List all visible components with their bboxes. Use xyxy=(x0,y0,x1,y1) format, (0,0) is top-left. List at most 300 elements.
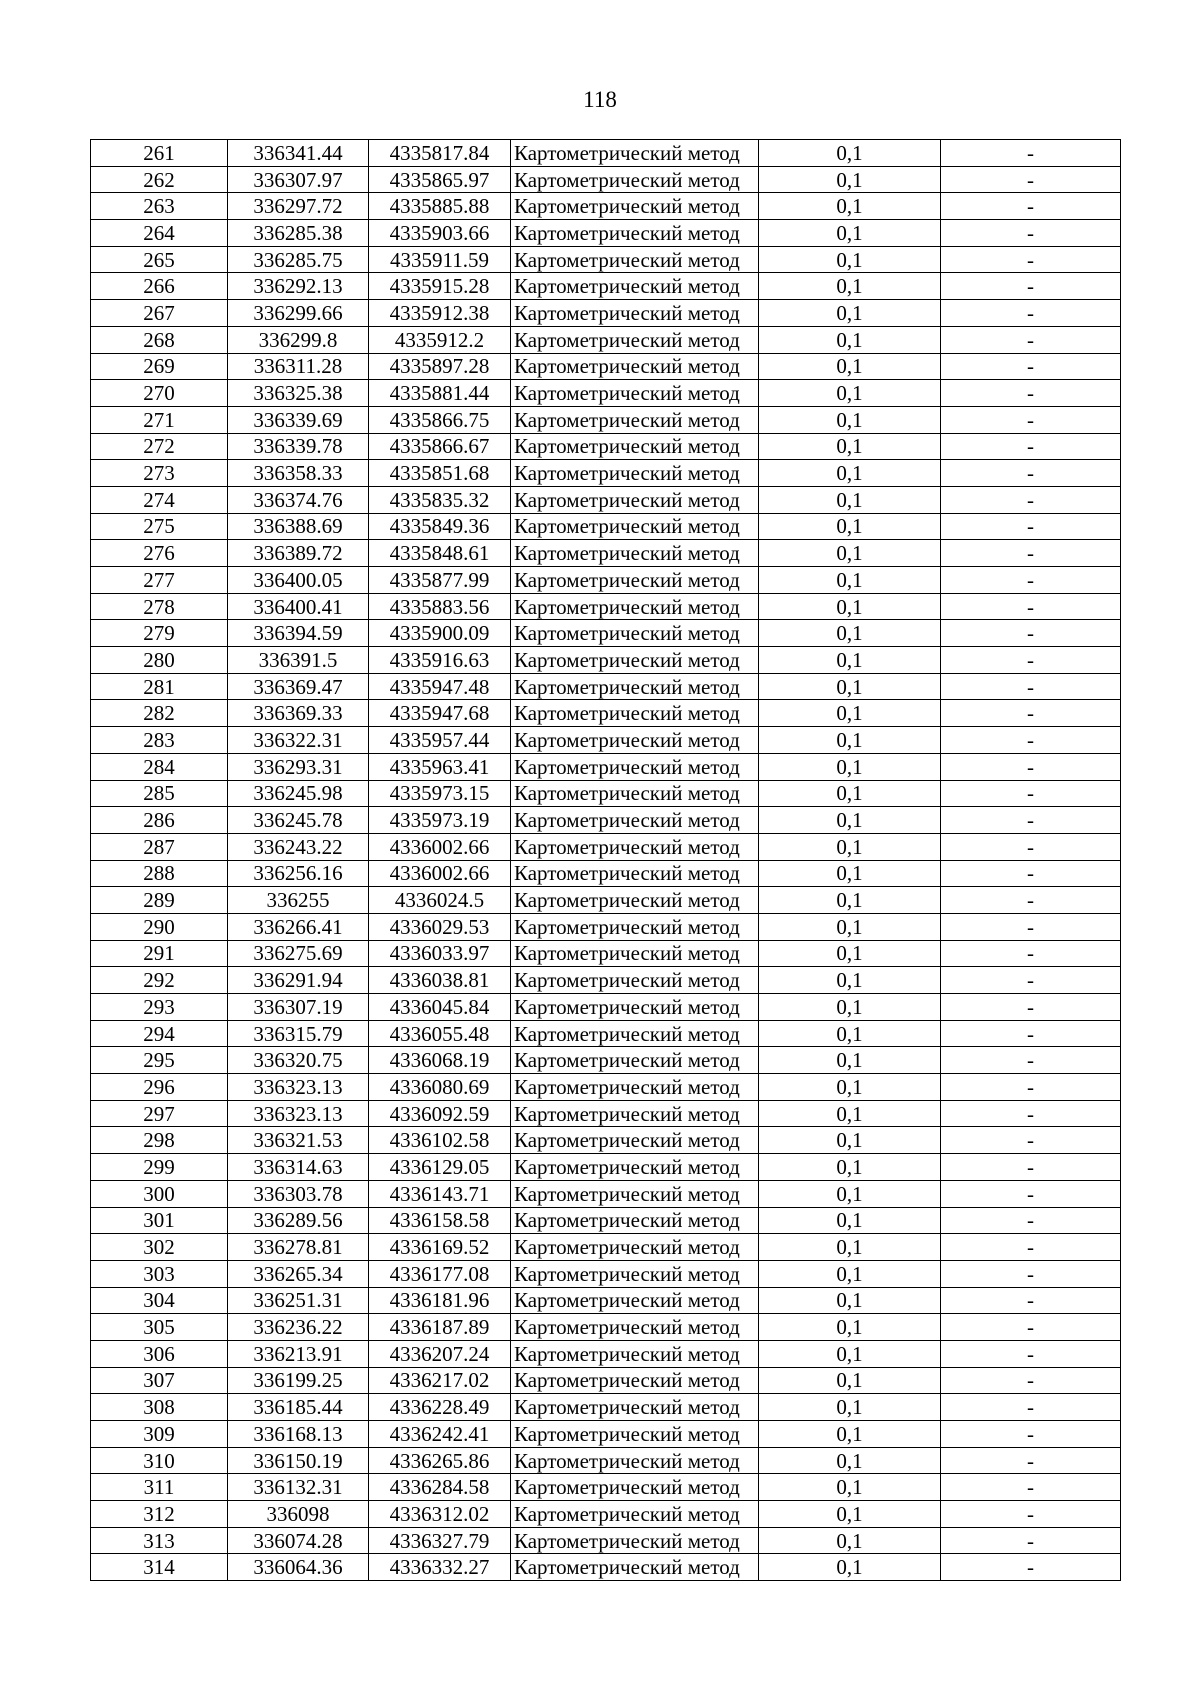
accuracy-cell: 0,1 xyxy=(759,273,941,300)
x-coordinate-cell: 336341.44 xyxy=(228,140,369,167)
y-coordinate-cell: 4336024.5 xyxy=(369,887,511,914)
point-number-cell: 271 xyxy=(91,406,228,433)
accuracy-cell: 0,1 xyxy=(759,1260,941,1287)
note-cell: - xyxy=(941,140,1121,167)
accuracy-cell: 0,1 xyxy=(759,593,941,620)
accuracy-cell: 0,1 xyxy=(759,1234,941,1261)
y-coordinate-cell: 4336055.48 xyxy=(369,1020,511,1047)
y-coordinate-cell: 4335866.75 xyxy=(369,406,511,433)
table-row xyxy=(91,967,1121,994)
note-cell: - xyxy=(941,1234,1121,1261)
accuracy-cell: 0,1 xyxy=(759,1394,941,1421)
table-row xyxy=(91,940,1121,967)
accuracy-cell: 0,1 xyxy=(759,994,941,1021)
point-number-cell: 276 xyxy=(91,540,228,567)
table-row xyxy=(91,166,1121,193)
note-cell: - xyxy=(941,1527,1121,1554)
method-cell: Картометрический метод xyxy=(511,1047,759,1074)
table-row xyxy=(91,140,1121,167)
table-row xyxy=(91,300,1121,327)
table-row xyxy=(91,1527,1121,1554)
y-coordinate-cell: 4335866.67 xyxy=(369,433,511,460)
x-coordinate-cell: 336374.76 xyxy=(228,486,369,513)
y-coordinate-cell: 4336181.96 xyxy=(369,1287,511,1314)
point-number-cell: 284 xyxy=(91,753,228,780)
table-row xyxy=(91,513,1121,540)
note-cell: - xyxy=(941,994,1121,1021)
coordinates-table xyxy=(90,139,1121,1581)
x-coordinate-cell: 336323.13 xyxy=(228,1100,369,1127)
accuracy-cell: 0,1 xyxy=(759,1340,941,1367)
y-coordinate-cell: 4336158.58 xyxy=(369,1207,511,1234)
note-cell: - xyxy=(941,1554,1121,1581)
method-cell: Картометрический метод xyxy=(511,513,759,540)
x-coordinate-cell: 336132.31 xyxy=(228,1474,369,1501)
method-cell: Картометрический метод xyxy=(511,1394,759,1421)
point-number-cell: 314 xyxy=(91,1554,228,1581)
point-number-cell: 272 xyxy=(91,433,228,460)
point-number-cell: 269 xyxy=(91,353,228,380)
point-number-cell: 298 xyxy=(91,1127,228,1154)
note-cell: - xyxy=(941,1074,1121,1101)
y-coordinate-cell: 4336217.02 xyxy=(369,1367,511,1394)
method-cell: Картометрический метод xyxy=(511,673,759,700)
note-cell: - xyxy=(941,1447,1121,1474)
note-cell: - xyxy=(941,727,1121,754)
y-coordinate-cell: 4336029.53 xyxy=(369,913,511,940)
y-coordinate-cell: 4336143.71 xyxy=(369,1180,511,1207)
method-cell: Картометрический метод xyxy=(511,1367,759,1394)
table-row xyxy=(91,193,1121,220)
table-row xyxy=(91,1314,1121,1341)
method-cell: Картометрический метод xyxy=(511,1421,759,1448)
note-cell: - xyxy=(941,1501,1121,1528)
accuracy-cell: 0,1 xyxy=(759,1127,941,1154)
x-coordinate-cell: 336245.98 xyxy=(228,780,369,807)
note-cell: - xyxy=(941,1340,1121,1367)
y-coordinate-cell: 4336284.58 xyxy=(369,1474,511,1501)
x-coordinate-cell: 336400.05 xyxy=(228,567,369,594)
note-cell: - xyxy=(941,1127,1121,1154)
point-number-cell: 270 xyxy=(91,380,228,407)
x-coordinate-cell: 336291.94 xyxy=(228,967,369,994)
x-coordinate-cell: 336389.72 xyxy=(228,540,369,567)
point-number-cell: 312 xyxy=(91,1501,228,1528)
note-cell: - xyxy=(941,540,1121,567)
method-cell: Картометрический метод xyxy=(511,860,759,887)
x-coordinate-cell: 336314.63 xyxy=(228,1154,369,1181)
method-cell: Картометрический метод xyxy=(511,1154,759,1181)
method-cell: Картометрический метод xyxy=(511,460,759,487)
method-cell: Картометрический метод xyxy=(511,300,759,327)
x-coordinate-cell: 336369.33 xyxy=(228,700,369,727)
point-number-cell: 294 xyxy=(91,1020,228,1047)
table-row xyxy=(91,1100,1121,1127)
method-cell: Картометрический метод xyxy=(511,1074,759,1101)
note-cell: - xyxy=(941,1394,1121,1421)
x-coordinate-cell: 336299.8 xyxy=(228,326,369,353)
table-row xyxy=(91,1260,1121,1287)
accuracy-cell: 0,1 xyxy=(759,1421,941,1448)
note-cell: - xyxy=(941,567,1121,594)
accuracy-cell: 0,1 xyxy=(759,1527,941,1554)
y-coordinate-cell: 4336002.66 xyxy=(369,860,511,887)
accuracy-cell: 0,1 xyxy=(759,1501,941,1528)
method-cell: Картометрический метод xyxy=(511,326,759,353)
accuracy-cell: 0,1 xyxy=(759,1100,941,1127)
note-cell: - xyxy=(941,1421,1121,1448)
note-cell: - xyxy=(941,1260,1121,1287)
x-coordinate-cell: 336278.81 xyxy=(228,1234,369,1261)
table-row xyxy=(91,1367,1121,1394)
note-cell: - xyxy=(941,1020,1121,1047)
note-cell: - xyxy=(941,753,1121,780)
table-row xyxy=(91,700,1121,727)
x-coordinate-cell: 336299.66 xyxy=(228,300,369,327)
accuracy-cell: 0,1 xyxy=(759,486,941,513)
x-coordinate-cell: 336236.22 xyxy=(228,1314,369,1341)
note-cell: - xyxy=(941,326,1121,353)
y-coordinate-cell: 4335973.19 xyxy=(369,807,511,834)
x-coordinate-cell: 336321.53 xyxy=(228,1127,369,1154)
x-coordinate-cell: 336388.69 xyxy=(228,513,369,540)
y-coordinate-cell: 4336177.08 xyxy=(369,1260,511,1287)
table-row xyxy=(91,567,1121,594)
table-row xyxy=(91,246,1121,273)
accuracy-cell: 0,1 xyxy=(759,220,941,247)
table-row xyxy=(91,220,1121,247)
note-cell: - xyxy=(941,1314,1121,1341)
note-cell: - xyxy=(941,1154,1121,1181)
accuracy-cell: 0,1 xyxy=(759,753,941,780)
table-row xyxy=(91,673,1121,700)
method-cell: Картометрический метод xyxy=(511,700,759,727)
point-number-cell: 261 xyxy=(91,140,228,167)
x-coordinate-cell: 336285.75 xyxy=(228,246,369,273)
table-row xyxy=(91,273,1121,300)
note-cell: - xyxy=(941,1047,1121,1074)
y-coordinate-cell: 4336002.66 xyxy=(369,833,511,860)
method-cell: Картометрический метод xyxy=(511,807,759,834)
x-coordinate-cell: 336199.25 xyxy=(228,1367,369,1394)
x-coordinate-cell: 336168.13 xyxy=(228,1421,369,1448)
x-coordinate-cell: 336322.31 xyxy=(228,727,369,754)
accuracy-cell: 0,1 xyxy=(759,913,941,940)
x-coordinate-cell: 336245.78 xyxy=(228,807,369,834)
note-cell: - xyxy=(941,1474,1121,1501)
method-cell: Картометрический метод xyxy=(511,1234,759,1261)
table-row xyxy=(91,1394,1121,1421)
x-coordinate-cell: 336339.69 xyxy=(228,406,369,433)
accuracy-cell: 0,1 xyxy=(759,193,941,220)
method-cell: Картометрический метод xyxy=(511,433,759,460)
table-row xyxy=(91,860,1121,887)
note-cell: - xyxy=(941,833,1121,860)
point-number-cell: 264 xyxy=(91,220,228,247)
accuracy-cell: 0,1 xyxy=(759,567,941,594)
method-cell: Картометрический метод xyxy=(511,166,759,193)
y-coordinate-cell: 4335817.84 xyxy=(369,140,511,167)
point-number-cell: 280 xyxy=(91,647,228,674)
method-cell: Картометрический метод xyxy=(511,913,759,940)
note-cell: - xyxy=(941,593,1121,620)
table-row xyxy=(91,1287,1121,1314)
y-coordinate-cell: 4335881.44 xyxy=(369,380,511,407)
accuracy-cell: 0,1 xyxy=(759,246,941,273)
y-coordinate-cell: 4336187.89 xyxy=(369,1314,511,1341)
x-coordinate-cell: 336307.97 xyxy=(228,166,369,193)
x-coordinate-cell: 336394.59 xyxy=(228,620,369,647)
point-number-cell: 268 xyxy=(91,326,228,353)
accuracy-cell: 0,1 xyxy=(759,1207,941,1234)
y-coordinate-cell: 4336228.49 xyxy=(369,1394,511,1421)
x-coordinate-cell: 336311.28 xyxy=(228,353,369,380)
note-cell: - xyxy=(941,246,1121,273)
note-cell: - xyxy=(941,220,1121,247)
point-number-cell: 303 xyxy=(91,1260,228,1287)
x-coordinate-cell: 336256.16 xyxy=(228,860,369,887)
y-coordinate-cell: 4336038.81 xyxy=(369,967,511,994)
method-cell: Картометрический метод xyxy=(511,1527,759,1554)
accuracy-cell: 0,1 xyxy=(759,807,941,834)
method-cell: Картометрический метод xyxy=(511,567,759,594)
x-coordinate-cell: 336323.13 xyxy=(228,1074,369,1101)
note-cell: - xyxy=(941,1100,1121,1127)
point-number-cell: 273 xyxy=(91,460,228,487)
method-cell: Картометрический метод xyxy=(511,727,759,754)
method-cell: Картометрический метод xyxy=(511,486,759,513)
point-number-cell: 282 xyxy=(91,700,228,727)
point-number-cell: 302 xyxy=(91,1234,228,1261)
note-cell: - xyxy=(941,1180,1121,1207)
accuracy-cell: 0,1 xyxy=(759,1154,941,1181)
accuracy-cell: 0,1 xyxy=(759,460,941,487)
note-cell: - xyxy=(941,193,1121,220)
method-cell: Картометрический метод xyxy=(511,967,759,994)
point-number-cell: 265 xyxy=(91,246,228,273)
method-cell: Картометрический метод xyxy=(511,940,759,967)
table-row xyxy=(91,353,1121,380)
point-number-cell: 275 xyxy=(91,513,228,540)
x-coordinate-cell: 336297.72 xyxy=(228,193,369,220)
accuracy-cell: 0,1 xyxy=(759,1314,941,1341)
method-cell: Картометрический метод xyxy=(511,246,759,273)
accuracy-cell: 0,1 xyxy=(759,1074,941,1101)
accuracy-cell: 0,1 xyxy=(759,1474,941,1501)
accuracy-cell: 0,1 xyxy=(759,967,941,994)
method-cell: Картометрический метод xyxy=(511,753,759,780)
y-coordinate-cell: 4336242.41 xyxy=(369,1421,511,1448)
table-row xyxy=(91,807,1121,834)
table-row xyxy=(91,326,1121,353)
point-number-cell: 306 xyxy=(91,1340,228,1367)
point-number-cell: 289 xyxy=(91,887,228,914)
table-row xyxy=(91,1421,1121,1448)
method-cell: Картометрический метод xyxy=(511,1287,759,1314)
note-cell: - xyxy=(941,380,1121,407)
table-row xyxy=(91,780,1121,807)
y-coordinate-cell: 4335849.36 xyxy=(369,513,511,540)
method-cell: Картометрический метод xyxy=(511,220,759,247)
x-coordinate-cell: 336265.34 xyxy=(228,1260,369,1287)
table-row xyxy=(91,1020,1121,1047)
x-coordinate-cell: 336213.91 xyxy=(228,1340,369,1367)
table-row xyxy=(91,540,1121,567)
note-cell: - xyxy=(941,940,1121,967)
y-coordinate-cell: 4336033.97 xyxy=(369,940,511,967)
note-cell: - xyxy=(941,673,1121,700)
accuracy-cell: 0,1 xyxy=(759,166,941,193)
table-row xyxy=(91,833,1121,860)
accuracy-cell: 0,1 xyxy=(759,620,941,647)
accuracy-cell: 0,1 xyxy=(759,860,941,887)
accuracy-cell: 0,1 xyxy=(759,780,941,807)
point-number-cell: 293 xyxy=(91,994,228,1021)
method-cell: Картометрический метод xyxy=(511,647,759,674)
accuracy-cell: 0,1 xyxy=(759,1447,941,1474)
y-coordinate-cell: 4336207.24 xyxy=(369,1340,511,1367)
y-coordinate-cell: 4335916.63 xyxy=(369,647,511,674)
note-cell: - xyxy=(941,647,1121,674)
table-row xyxy=(91,1074,1121,1101)
method-cell: Картометрический метод xyxy=(511,780,759,807)
accuracy-cell: 0,1 xyxy=(759,833,941,860)
point-number-cell: 267 xyxy=(91,300,228,327)
point-number-cell: 283 xyxy=(91,727,228,754)
table-row xyxy=(91,593,1121,620)
y-coordinate-cell: 4335912.38 xyxy=(369,300,511,327)
y-coordinate-cell: 4335947.48 xyxy=(369,673,511,700)
x-coordinate-cell: 336325.38 xyxy=(228,380,369,407)
y-coordinate-cell: 4336129.05 xyxy=(369,1154,511,1181)
point-number-cell: 296 xyxy=(91,1074,228,1101)
table-row xyxy=(91,406,1121,433)
accuracy-cell: 0,1 xyxy=(759,1554,941,1581)
x-coordinate-cell: 336400.41 xyxy=(228,593,369,620)
accuracy-cell: 0,1 xyxy=(759,433,941,460)
note-cell: - xyxy=(941,887,1121,914)
method-cell: Картометрический метод xyxy=(511,273,759,300)
note-cell: - xyxy=(941,1287,1121,1314)
y-coordinate-cell: 4335973.15 xyxy=(369,780,511,807)
y-coordinate-cell: 4336092.59 xyxy=(369,1100,511,1127)
method-cell: Картометрический метод xyxy=(511,1501,759,1528)
table-row xyxy=(91,486,1121,513)
point-number-cell: 304 xyxy=(91,1287,228,1314)
table-row xyxy=(91,727,1121,754)
note-cell: - xyxy=(941,1367,1121,1394)
table-row xyxy=(91,460,1121,487)
x-coordinate-cell: 336293.31 xyxy=(228,753,369,780)
method-cell: Картометрический метод xyxy=(511,1207,759,1234)
note-cell: - xyxy=(941,273,1121,300)
method-cell: Картометрический метод xyxy=(511,887,759,914)
table-row xyxy=(91,1474,1121,1501)
x-coordinate-cell: 336098 xyxy=(228,1501,369,1528)
method-cell: Картометрический метод xyxy=(511,1447,759,1474)
y-coordinate-cell: 4335900.09 xyxy=(369,620,511,647)
point-number-cell: 278 xyxy=(91,593,228,620)
x-coordinate-cell: 336289.56 xyxy=(228,1207,369,1234)
y-coordinate-cell: 4336265.86 xyxy=(369,1447,511,1474)
note-cell: - xyxy=(941,860,1121,887)
x-coordinate-cell: 336266.41 xyxy=(228,913,369,940)
method-cell: Картометрический метод xyxy=(511,994,759,1021)
note-cell: - xyxy=(941,807,1121,834)
method-cell: Картометрический метод xyxy=(511,406,759,433)
note-cell: - xyxy=(941,967,1121,994)
page-number: 118 xyxy=(583,87,617,112)
x-coordinate-cell: 336391.5 xyxy=(228,647,369,674)
x-coordinate-cell: 336358.33 xyxy=(228,460,369,487)
point-number-cell: 297 xyxy=(91,1100,228,1127)
y-coordinate-cell: 4336312.02 xyxy=(369,1501,511,1528)
y-coordinate-cell: 4335911.59 xyxy=(369,246,511,273)
accuracy-cell: 0,1 xyxy=(759,1287,941,1314)
y-coordinate-cell: 4336102.58 xyxy=(369,1127,511,1154)
method-cell: Картометрический метод xyxy=(511,193,759,220)
y-coordinate-cell: 4335885.88 xyxy=(369,193,511,220)
note-cell: - xyxy=(941,620,1121,647)
x-coordinate-cell: 336150.19 xyxy=(228,1447,369,1474)
method-cell: Картометрический метод xyxy=(511,593,759,620)
method-cell: Картометрический метод xyxy=(511,620,759,647)
note-cell: - xyxy=(941,1207,1121,1234)
accuracy-cell: 0,1 xyxy=(759,380,941,407)
point-number-cell: 295 xyxy=(91,1047,228,1074)
table-row xyxy=(91,913,1121,940)
note-cell: - xyxy=(941,513,1121,540)
point-number-cell: 285 xyxy=(91,780,228,807)
table-row xyxy=(91,1554,1121,1581)
point-number-cell: 292 xyxy=(91,967,228,994)
coordinates-table-body xyxy=(91,140,1121,1581)
accuracy-cell: 0,1 xyxy=(759,326,941,353)
note-cell: - xyxy=(941,700,1121,727)
point-number-cell: 266 xyxy=(91,273,228,300)
x-coordinate-cell: 336292.13 xyxy=(228,273,369,300)
x-coordinate-cell: 336243.22 xyxy=(228,833,369,860)
note-cell: - xyxy=(941,166,1121,193)
point-number-cell: 300 xyxy=(91,1180,228,1207)
y-coordinate-cell: 4336068.19 xyxy=(369,1047,511,1074)
note-cell: - xyxy=(941,300,1121,327)
method-cell: Картометрический метод xyxy=(511,380,759,407)
y-coordinate-cell: 4335963.41 xyxy=(369,753,511,780)
accuracy-cell: 0,1 xyxy=(759,1047,941,1074)
table-row xyxy=(91,1207,1121,1234)
point-number-cell: 307 xyxy=(91,1367,228,1394)
x-coordinate-cell: 336255 xyxy=(228,887,369,914)
y-coordinate-cell: 4335915.28 xyxy=(369,273,511,300)
method-cell: Картометрический метод xyxy=(511,353,759,380)
point-number-cell: 274 xyxy=(91,486,228,513)
method-cell: Картометрический метод xyxy=(511,1180,759,1207)
accuracy-cell: 0,1 xyxy=(759,673,941,700)
y-coordinate-cell: 4335848.61 xyxy=(369,540,511,567)
y-coordinate-cell: 4335947.68 xyxy=(369,700,511,727)
accuracy-cell: 0,1 xyxy=(759,513,941,540)
method-cell: Картометрический метод xyxy=(511,1340,759,1367)
method-cell: Картометрический метод xyxy=(511,1474,759,1501)
x-coordinate-cell: 336185.44 xyxy=(228,1394,369,1421)
x-coordinate-cell: 336064.36 xyxy=(228,1554,369,1581)
method-cell: Картометрический метод xyxy=(511,1260,759,1287)
x-coordinate-cell: 336303.78 xyxy=(228,1180,369,1207)
point-number-cell: 290 xyxy=(91,913,228,940)
method-cell: Картометрический метод xyxy=(511,140,759,167)
x-coordinate-cell: 336320.75 xyxy=(228,1047,369,1074)
